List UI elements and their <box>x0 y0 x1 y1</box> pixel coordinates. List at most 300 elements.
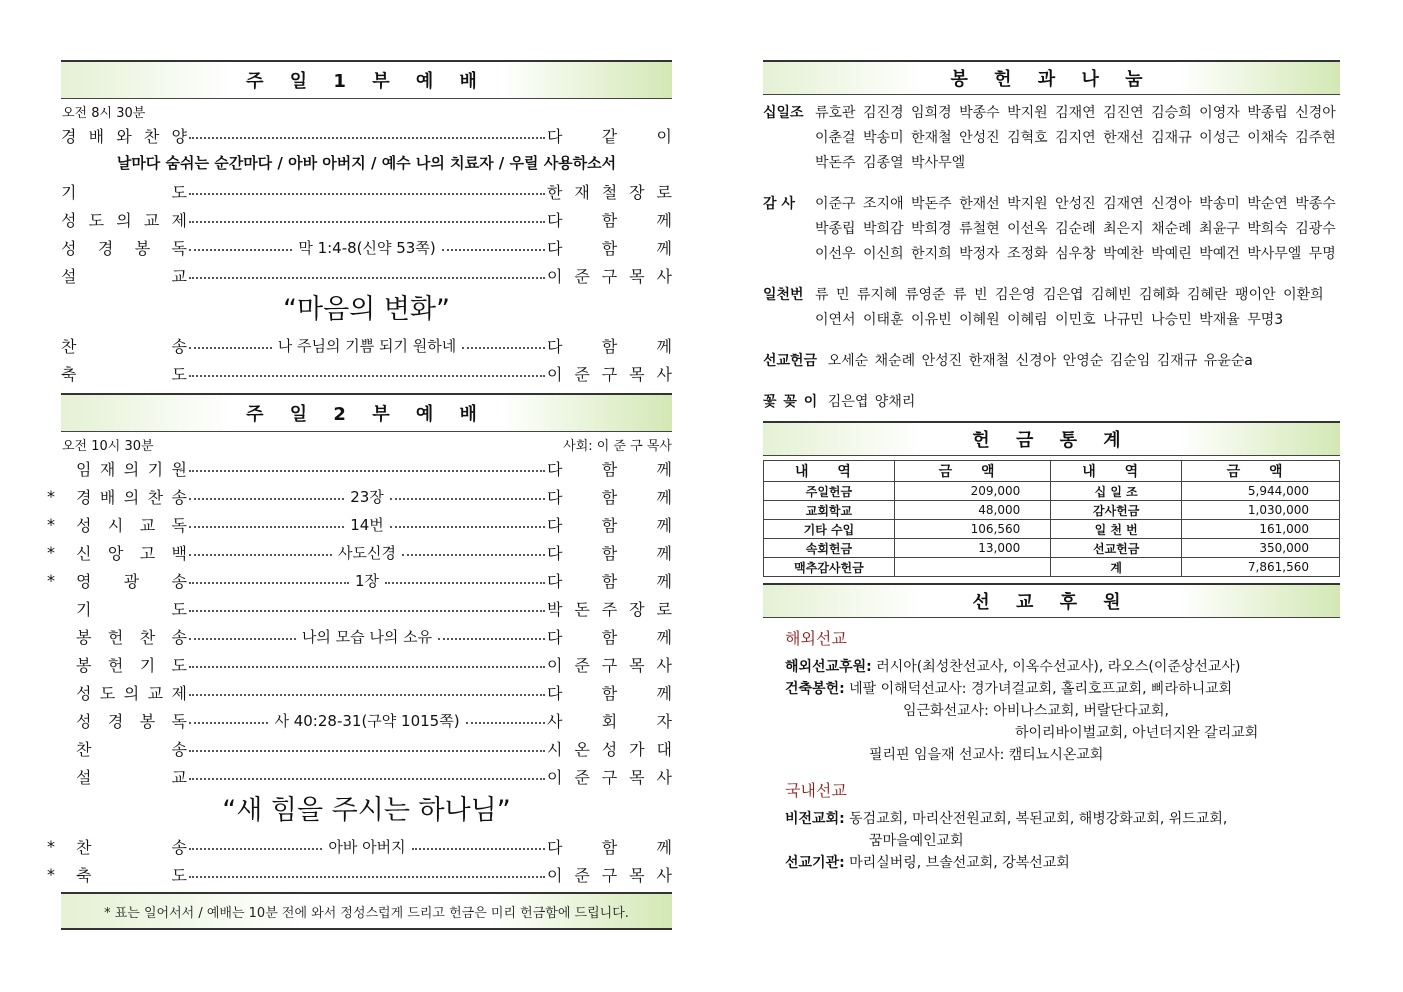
order-item-leader-char: 로 <box>656 599 672 619</box>
support-detail: 마리실버링, 브솔선교회, 강복선교회 <box>844 855 1070 871</box>
order-item-leader-char: 자 <box>656 711 673 731</box>
order-item-leader-char: 사 <box>656 655 672 675</box>
leader-dots <box>189 347 272 349</box>
order-item-leader <box>547 709 672 732</box>
thousand-names: 류 민 류지혜 류영준 류 빈 김은영 김은엽 김혜빈 김혜화 김혜란 팽이안 이환희 이연서 이태훈 이유빈 이혜원 이혜림 이민호 나규민 나승민 박재율 무명3 <box>815 287 1324 328</box>
support-category: 건축봉헌: <box>785 681 845 697</box>
order-item-char: 경 <box>107 711 124 731</box>
stats-row <box>764 482 1340 501</box>
order-item-leader-char: 께 <box>656 683 672 703</box>
flower-names: 김은엽 양채리 <box>827 394 916 410</box>
order-item-leader-char: 구 <box>601 865 618 885</box>
leader-dots <box>189 876 545 878</box>
stats-header: 내 역 <box>764 461 895 482</box>
order-item-leader-char: 께 <box>656 837 672 857</box>
order-item-char: 봉 <box>134 238 151 258</box>
order-item-leader-char: 준 <box>574 364 590 384</box>
stats-amount: 209,000 <box>894 482 1050 501</box>
order-item-label <box>61 541 187 564</box>
order-item-leader-char: 이 <box>547 364 563 384</box>
stats-item: 계 <box>1051 558 1182 577</box>
order-item-char: 의 <box>123 487 140 507</box>
order-item-detail: 14번 <box>350 515 384 534</box>
mission-offering-label: 선교헌금 <box>763 353 818 369</box>
order-item-char: 봉 <box>76 655 92 675</box>
support-detail: 네팔 이해덕선교사: 경가녀걸교회, 홀리호프교회, 삐라하니교회 <box>844 681 1233 697</box>
order-row: * 축 도 이 준 구 목 사 <box>47 864 672 885</box>
order-item-leader-char: 준 <box>574 266 590 286</box>
stats-amount: 161,000 <box>1182 520 1340 539</box>
stats-amount: 106,560 <box>894 520 1050 539</box>
order-item-leader-char: 재 <box>574 182 590 202</box>
order-item-char: 설 <box>61 266 77 286</box>
order-row: * 성 시 교 독 14번 다 함 께 <box>47 514 673 535</box>
order-item-leader-char: 다 <box>547 210 563 230</box>
order-item-char: 의 <box>123 683 140 703</box>
support-detail: 러시아(최성찬선교사, 이옥수선교사), 라오스(이준상선교사) <box>871 659 1241 675</box>
order-item-label <box>61 457 187 480</box>
leader-dots <box>442 249 545 251</box>
leader-dots <box>189 375 545 377</box>
order-row <box>61 331 672 359</box>
order-item-leader <box>547 334 672 357</box>
support-line <box>763 852 1340 874</box>
support-line <box>763 656 1340 678</box>
order-item-leader-char: 함 <box>601 459 618 479</box>
order-item-char: 헌 <box>107 627 124 647</box>
order-item-detail: 1장 <box>354 571 380 590</box>
support-line <box>763 700 1340 722</box>
order-item-leader-char: 이 <box>547 655 563 675</box>
stats-amount: 48,000 <box>894 501 1050 520</box>
service2-sermon-title: “새 힘을 주시는 하나님” <box>222 795 511 826</box>
leader-dots <box>189 750 545 752</box>
order-item-leader-char: 목 <box>629 865 645 885</box>
order-item-leader-char: 시 <box>547 739 563 759</box>
order-item-char: 찬 <box>61 336 77 356</box>
praise-songs: 날마다 숨쉬는 순간마다 / 아바 아버지 / 예수 나의 치료자 / 우릴 사용하소서 <box>116 154 617 172</box>
service2-order <box>47 454 673 790</box>
order-item-leader <box>547 737 672 760</box>
order-item-leader <box>547 597 672 620</box>
order-item-leader-char: 구 <box>601 767 618 787</box>
support-category: 비전교회: <box>785 811 845 827</box>
order-item-char: 찬 <box>76 837 92 857</box>
leader-dots <box>189 137 545 139</box>
order-item-label <box>61 653 187 676</box>
order-item-char: 성 <box>61 238 77 258</box>
order-row <box>61 650 672 678</box>
leader-dots <box>189 221 545 223</box>
order-row <box>61 762 672 790</box>
order-item-leader-char: 사 <box>656 364 672 384</box>
support-line <box>763 808 1340 830</box>
leader-dots <box>189 694 545 696</box>
order-item-leader-char: 함 <box>601 210 618 230</box>
order-item-leader-char: 함 <box>601 238 618 258</box>
thousand-label: 일천번 <box>763 287 804 303</box>
stats-row <box>764 501 1340 520</box>
order-item-char: 광 <box>123 571 140 591</box>
order-item-char: 원 <box>171 459 187 479</box>
support-category: 해외선교후원: <box>785 659 872 675</box>
order-item-leader-char: 한 <box>547 182 563 202</box>
order-item-leader-char: 준 <box>574 865 590 885</box>
order-item-char: 도 <box>171 182 187 202</box>
order-item-leader <box>547 765 672 788</box>
order-item-char: 의 <box>116 210 132 230</box>
leader-dots <box>438 638 545 640</box>
service2-title: 주 일 2 부 예 배 <box>61 393 672 432</box>
order-item-leader-char: 장 <box>629 599 645 619</box>
service1-sermon-title: “마음의 변화” <box>283 294 450 325</box>
order-item-char: 독 <box>171 238 187 258</box>
order-item-char: 교 <box>139 515 156 535</box>
leader-dots <box>189 498 344 500</box>
order-item-char: 의 <box>123 459 140 479</box>
tithe-label: 십일조 <box>763 105 804 121</box>
stats-item: 주일헌금 <box>764 482 895 501</box>
thanks-names: 이준구 조지애 박돈주 한재선 박지원 안성진 김재연 신경아 박송미 박순연 박종수 박종립 박희감 박희경 류철현 이선옥 김순례 최은지 채순례 최윤구 박희숙 김광수 이선우 이신희 한지희 박정자 조정화 심우창 박예찬 박예린 박예건 박사무엘 무명 <box>815 196 1336 262</box>
order-row <box>61 734 672 762</box>
order-item-char: 설 <box>76 767 92 787</box>
order-item-leader-char: 다 <box>547 837 563 857</box>
stats-title: 헌 금 통 계 <box>763 421 1340 456</box>
order-item-char: 임 <box>76 459 92 479</box>
order-item-leader-char: 구 <box>601 655 618 675</box>
offering-column <box>763 60 1340 874</box>
order-item-label <box>61 569 187 592</box>
order-item-leader <box>547 513 672 536</box>
stats-amount: 5,944,000 <box>1182 482 1340 501</box>
order-item-leader-char: 께 <box>656 515 673 535</box>
order-item-leader <box>547 124 672 147</box>
leader-dots <box>189 848 322 850</box>
order-item-leader-char: 로 <box>656 182 672 202</box>
stats-amount: 7,861,560 <box>1182 558 1340 577</box>
order-item-leader-char: 이 <box>547 865 563 885</box>
order-item-leader-char: 장 <box>629 182 645 202</box>
order-item-char: 교 <box>171 767 187 787</box>
order-item-leader-char: 함 <box>601 336 618 356</box>
order-item-leader-char: 가 <box>629 739 645 759</box>
order-item-leader-char: 구 <box>601 266 618 286</box>
order-item-detail: 23장 <box>350 487 384 506</box>
order-item-leader-char: 사 <box>656 865 672 885</box>
order-row <box>61 454 672 482</box>
order-item-char: 찬 <box>76 739 92 759</box>
order-item-char: 고 <box>139 543 156 563</box>
order-row <box>61 205 672 233</box>
service2-closing <box>47 832 672 888</box>
order-item-leader-char: 다 <box>547 238 563 258</box>
order-item-char: 경 <box>76 487 92 507</box>
order-row: * 경 배 의 찬 송 23장 다 함 께 <box>47 486 673 507</box>
order-item-char: 도 <box>171 865 187 885</box>
thanks-label: 감 사 <box>763 196 795 212</box>
support-detail: 꿈마을예인교회 <box>869 833 964 849</box>
footnote: * 표는 일어서서 / 예배는 10분 전에 와서 정성스럽게 드리고 헌금은 미리 헌금함에 드립니다. <box>61 892 672 930</box>
order-item-char: 송 <box>171 739 187 759</box>
support-category: 선교기관: <box>785 855 845 871</box>
order-item-leader-char: 구 <box>601 364 618 384</box>
order-item-label <box>61 863 187 886</box>
support-line <box>763 678 1340 700</box>
order-item-char: 교 <box>147 683 164 703</box>
stats-item: 선교헌금 <box>1051 539 1182 558</box>
order-item-leader-char: 목 <box>629 767 645 787</box>
mission-support <box>763 626 1340 874</box>
order-item-char: 성 <box>76 711 92 731</box>
stats-item: 교회학교 <box>764 501 895 520</box>
order-row <box>61 359 672 387</box>
order-item-leader-char: 목 <box>629 364 645 384</box>
order-item-leader-char: 함 <box>601 487 618 507</box>
order-item-leader <box>547 457 672 480</box>
service2-time-line <box>61 432 672 454</box>
order-item-label <box>61 124 187 147</box>
order-item-char: 재 <box>99 459 116 479</box>
order-item-leader-char: 함 <box>601 571 618 591</box>
offering-title: 봉 헌 과 나 눔 <box>763 60 1340 95</box>
order-row <box>61 706 672 734</box>
support-detail: 하이리바이벌교회, 아넌더지완 갈리교회 <box>1015 725 1259 741</box>
order-item-leader-char: 이 <box>547 767 563 787</box>
order-item-label <box>61 180 187 203</box>
stats-amount: 1,030,000 <box>1182 501 1340 520</box>
tithe-section <box>763 101 1340 176</box>
leader-dots <box>189 470 545 472</box>
stats-item: 감사헌금 <box>1051 501 1182 520</box>
order-item-char: 신 <box>76 543 92 563</box>
order-item-leader <box>547 208 672 231</box>
stats-amount <box>894 558 1050 577</box>
order-item-label <box>61 485 187 508</box>
mission-offering-names: 오세순 채순례 안성진 한재철 신경아 안영순 김순임 김재규 유윤순a <box>827 353 1253 369</box>
order-item-char: 찬 <box>147 487 164 507</box>
order-item-label <box>61 765 187 788</box>
order-item-label <box>61 625 187 648</box>
order-item-char: 교 <box>171 266 187 286</box>
support-line <box>763 744 1340 766</box>
order-item-leader-char: 께 <box>656 336 672 356</box>
order-item-leader-char: 돈 <box>574 599 590 619</box>
order-item-leader-char: 다 <box>547 683 563 703</box>
order-item-leader-char: 준 <box>574 767 590 787</box>
order-item-leader <box>547 863 672 886</box>
support-title: 선 교 후 원 <box>763 583 1340 618</box>
order-item-label <box>61 835 187 858</box>
order-item-char: 봉 <box>76 627 92 647</box>
order-item-leader <box>547 236 672 259</box>
order-item-leader <box>547 835 672 858</box>
stats-item: 일 천 번 <box>1051 520 1182 539</box>
order-item-detail: 아바 아버지 <box>328 837 406 856</box>
leader-dots <box>189 526 344 528</box>
order-item-leader-char: 께 <box>656 571 673 591</box>
order-item-leader-char: 이 <box>656 126 672 146</box>
domestic-list <box>763 808 1340 874</box>
leader-dots <box>412 848 545 850</box>
order-row <box>61 622 672 650</box>
order-item-char: 기 <box>76 599 92 619</box>
mission-offering-line <box>763 349 1340 374</box>
order-item-char: 성 <box>76 515 92 535</box>
order-item-char: 송 <box>171 487 187 507</box>
order-item-char: 앙 <box>107 543 124 563</box>
flower-line <box>763 390 1340 415</box>
order-item-char: 송 <box>171 627 187 647</box>
stats-row <box>764 558 1340 577</box>
order-item-leader <box>547 653 672 676</box>
stats-header: 금 액 <box>894 461 1050 482</box>
leader-dots <box>385 582 545 584</box>
order-item-leader <box>547 569 672 592</box>
leader-dots <box>402 554 545 556</box>
order-item-char: 헌 <box>107 655 124 675</box>
worship-order-column <box>47 60 673 930</box>
order-item-leader-char: 온 <box>574 739 590 759</box>
order-item-char: 도 <box>171 599 187 619</box>
order-item-char: 교 <box>143 210 160 230</box>
leader-dots <box>189 249 292 251</box>
order-item-leader-char: 다 <box>547 126 563 146</box>
order-item-char: 양 <box>171 126 187 146</box>
stats-header-row <box>764 461 1340 482</box>
order-row <box>61 177 672 205</box>
order-row <box>61 233 672 261</box>
order-item-leader-char: 사 <box>656 266 672 286</box>
order-item-leader-char: 대 <box>656 739 672 759</box>
order-item-char: 경 <box>97 238 114 258</box>
order-item-leader-char: 사 <box>547 711 563 731</box>
order-row: * 신 앙 고 백 사도신경 다 함 께 <box>47 542 672 563</box>
leader-dots <box>189 193 545 195</box>
order-item-leader-char: 철 <box>601 182 618 202</box>
order-item-char: 독 <box>171 515 187 535</box>
order-item-detail: 나의 모습 나의 소유 <box>301 627 433 646</box>
stats-header: 금 액 <box>1182 461 1340 482</box>
order-item-label <box>61 513 187 536</box>
order-item-char: 배 <box>88 126 105 146</box>
stats-amount: 13,000 <box>894 539 1050 558</box>
order-item-char: 송 <box>171 336 187 356</box>
offering-stats-table <box>763 460 1340 577</box>
stats-item: 맥추감사헌금 <box>764 558 895 577</box>
order-item-leader-char: 다 <box>547 487 563 507</box>
order-item-char: 송 <box>171 837 187 857</box>
order-item-leader-char: 께 <box>656 487 673 507</box>
order-item-char: 독 <box>171 711 187 731</box>
overseas-list <box>763 656 1340 766</box>
order-item-char: 도 <box>171 655 187 675</box>
order-item-label <box>61 236 187 259</box>
order-item-char: 성 <box>61 210 77 230</box>
order-item-leader <box>547 681 672 704</box>
order-item-char: 성 <box>76 683 92 703</box>
order-item-leader <box>547 264 672 287</box>
order-item-char: 제 <box>171 683 187 703</box>
order-item-leader-char: 다 <box>547 627 563 647</box>
order-item-leader-char: 회 <box>601 711 618 731</box>
leader-dots <box>189 638 296 640</box>
leader-dots <box>189 778 545 780</box>
order-row <box>61 261 672 289</box>
order-item-leader-char: 이 <box>547 266 563 286</box>
service2-leader: 사회: 이 준 구 목사 <box>563 439 672 454</box>
order-item-label <box>61 709 187 732</box>
domestic-heading: 국내선교 <box>785 781 847 800</box>
order-item-label <box>61 334 187 357</box>
order-item-leader-char: 박 <box>547 599 563 619</box>
order-item-char: 기 <box>147 459 164 479</box>
order-item-char: 배 <box>99 487 116 507</box>
support-detail: 임근화선교사: 아비나스교회, 버랄단다교회, <box>903 703 1169 719</box>
order-item-label <box>61 597 187 620</box>
order-item-leader-char: 께 <box>656 627 673 647</box>
order-item-char: 도 <box>99 683 116 703</box>
order-item-char: 도 <box>171 364 187 384</box>
order-item-leader-char: 목 <box>629 655 645 675</box>
order-item-leader-char: 다 <box>547 459 563 479</box>
order-item-detail: 사도신경 <box>338 543 396 562</box>
support-detail: 동검교회, 마리산전원교회, 복된교회, 해병강화교회, 위드교회, <box>844 811 1228 827</box>
order-item-leader-char: 같 <box>601 126 618 146</box>
leader-dots <box>390 526 545 528</box>
support-line <box>763 722 1340 744</box>
order-item-leader-char: 목 <box>629 266 645 286</box>
order-item-char: 송 <box>171 571 187 591</box>
order-item-leader-char: 준 <box>574 655 590 675</box>
order-row: * 찬 송 아바 아버지 다 함 께 <box>47 836 672 857</box>
support-detail: 필리핀 임을재 선교사: 캠티뇨시온교회 <box>869 747 1104 763</box>
order-item-char: 와 <box>116 126 132 146</box>
leader-dots <box>189 610 545 612</box>
order-item-leader-char: 다 <box>547 336 563 356</box>
overseas-heading: 해외선교 <box>785 629 847 648</box>
service1-title: 주 일 1 부 예 배 <box>61 60 672 99</box>
order-item-leader <box>547 541 672 564</box>
order-item-label <box>61 208 187 231</box>
leader-dots <box>189 554 332 556</box>
order-item-leader-char: 께 <box>656 459 672 479</box>
order-item-leader-char: 께 <box>656 543 672 563</box>
order-row <box>61 121 672 149</box>
flower-label: 꽃 꽂 이 <box>763 394 818 410</box>
order-item-char: 경 <box>61 126 77 146</box>
order-item-label <box>61 362 187 385</box>
order-item-leader <box>547 485 672 508</box>
stats-item: 십 일 조 <box>1051 482 1182 501</box>
order-item-char: 봉 <box>139 711 156 731</box>
stats-item: 속회헌금 <box>764 539 895 558</box>
order-item-leader-char: 함 <box>601 683 618 703</box>
order-item-leader <box>547 625 672 648</box>
service2-time: 오전 10시 30분 <box>62 439 154 454</box>
order-item-detail: 사 40:28-31(구약 1015쪽) <box>274 711 460 730</box>
order-item-leader-char: 다 <box>547 515 563 535</box>
order-item-leader-char: 다 <box>547 543 563 563</box>
thanks-section <box>763 192 1340 267</box>
stats-amount: 350,000 <box>1182 539 1340 558</box>
leader-dots <box>466 722 545 724</box>
order-item-detail: 막 1:4-8(신약 53쪽) <box>298 238 436 257</box>
order-item-leader-char: 함 <box>601 543 618 563</box>
order-item-detail: 나 주님의 기쁨 되기 원하네 <box>277 336 457 355</box>
order-item-char: 축 <box>76 865 92 885</box>
leader-dots <box>462 347 545 349</box>
service1-time-line <box>61 99 672 121</box>
